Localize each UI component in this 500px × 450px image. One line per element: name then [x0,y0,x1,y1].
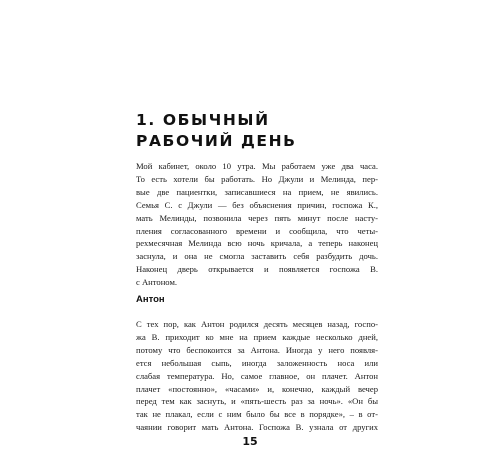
text-line: с Антоном. [136,277,178,288]
text-line: слабая температура. Но, самое главное, он плачет. Антон [136,370,378,381]
text-line: так не плакал, если с ним было бы все в порядке», – в от- [136,409,378,420]
text-line: перед тем как заснуть, и «пять-шесть раз за ночь». «Он бы [136,396,378,407]
text-line: С тех пор, как Антон родился десять месяцев назад, госпо- [136,319,378,329]
chapter-title-line: РАБОЧИЙ ДЕНЬ [136,132,297,150]
text-line: плачет «постоянно», «часами» и, конечно, каждый вечер [136,383,378,394]
text-line: То есть хотели бы работать. Но Джули и Мелинда, пер- [136,173,378,184]
text-line: чаянии говорит мать Антона. Госпожа В. узнала от других [136,422,378,433]
section-heading: Антон [136,294,165,305]
text-line: Мой кабинет, около 10 утра. Мы работаем уже два часа. [136,161,378,171]
chapter-title [136,110,376,152]
text-line: пления согласованного времени и сообщила, что четы- [136,225,378,236]
section-paragraph [136,318,378,434]
chapter-title-line: 1. ОБЫЧНЫЙ [136,111,270,129]
text-line: рехмесячная Мелинда всю ночь кричала, а теперь наконец [136,238,378,249]
text-line: Наконец дверь открывается и появляется госпожа В. [136,264,378,275]
text-line: мать Мелинды, позвонила через пять минут после насту- [136,212,378,223]
text-line: потому что беспокоится за Антона. Иногда у него появля- [136,344,378,355]
intro-paragraph [136,160,378,289]
text-line: вые две пациентки, записавшиеся на прием, не явились. [136,186,378,197]
text-line: жа В. приходит ко мне на прием каждые несколько дней, [136,331,378,342]
text-line: ется небольшая сыпь, иногда заложенность носа или [136,357,378,368]
text-line: заснула, и она не смогла заставить себя разбудить дочь. [136,251,378,262]
page-number: 15 [242,435,258,448]
text-line: Семья С. с Джули — без объяснения причин, госпожа К., [136,199,378,210]
